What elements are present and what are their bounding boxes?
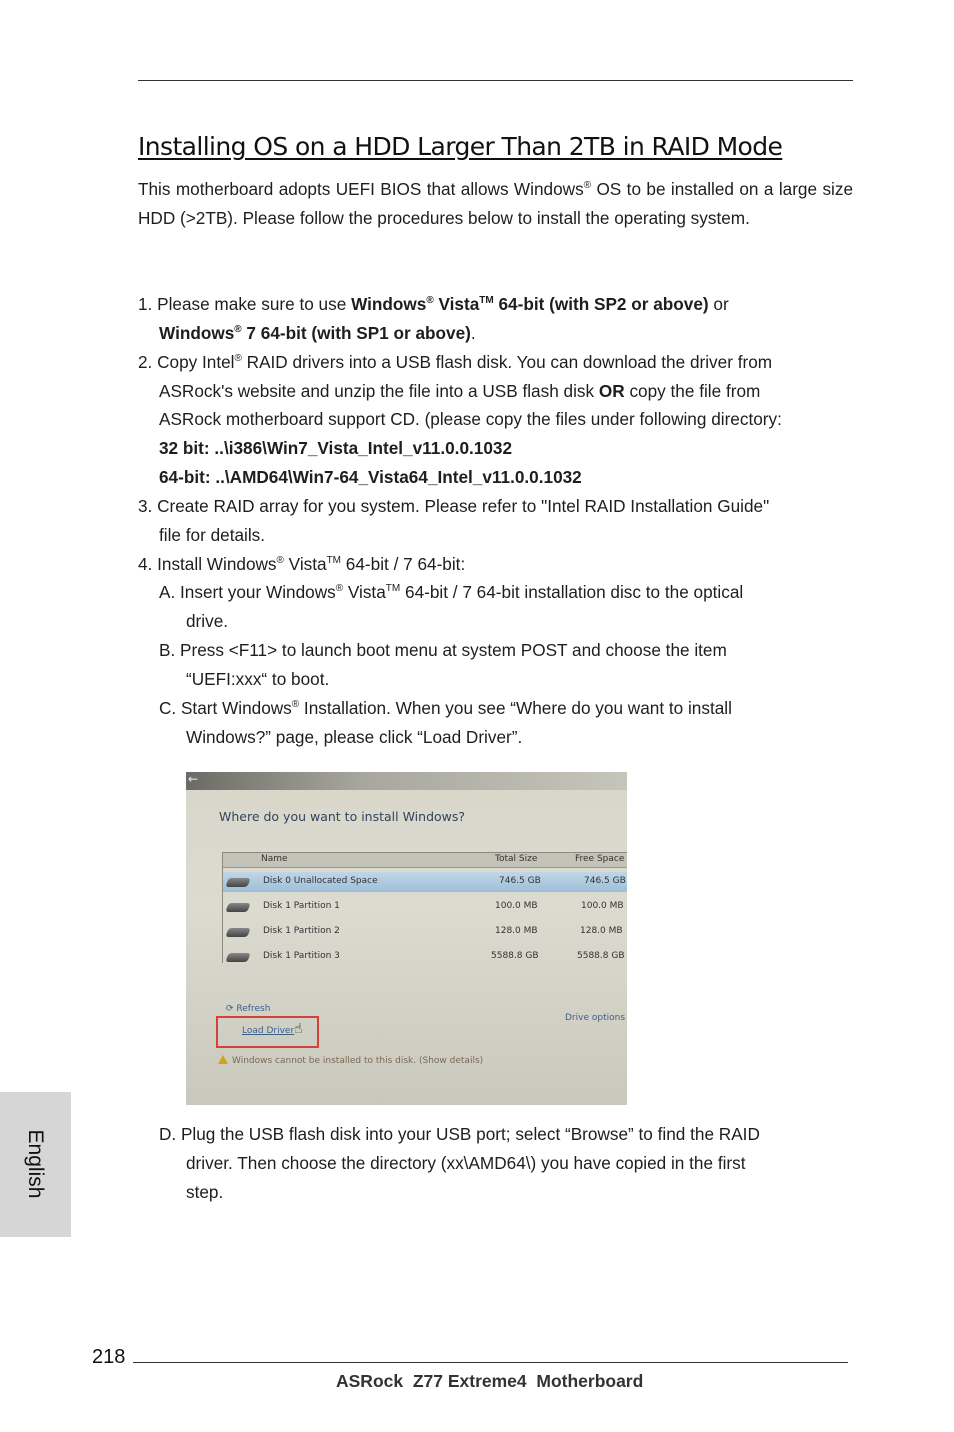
column-name: Name (261, 854, 288, 864)
load-driver-highlight-box (216, 1016, 319, 1048)
language-label: English (24, 1129, 47, 1199)
drive-options-link[interactable]: Drive options (565, 1013, 626, 1023)
step-4b-line-1: B. Press <F11> to launch boot menu at system POST and choose the item (159, 640, 727, 660)
step-2-line-1: 2. Copy Intel® RAID drivers into a USB flash disk. You can download the driver from (138, 352, 773, 372)
driver-path-32bit: 32 bit: ..\i386\Win7_Vista_Intel_v11.0.0.1032 (159, 438, 513, 458)
hard-disk-icon (225, 878, 250, 887)
bottom-rule (133, 1362, 848, 1363)
step-3-line-1: 3. Create RAID array for you system. Please refer to "Intel RAID Installation Guide" (138, 496, 770, 516)
show-details-link[interactable]: (Show details) (419, 1056, 484, 1066)
page-number: 218 (92, 1346, 126, 1368)
hard-disk-icon (225, 903, 250, 912)
hand-cursor-icon: ☝ (294, 1021, 303, 1037)
step-4d-line-2: driver. Then choose the directory (xx\AMD64\) you have copied in the first (186, 1153, 746, 1173)
install-warning: Windows cannot be installed to this disk. (Show details) (232, 1056, 484, 1066)
intro-paragraph: This motherboard adopts UEFI BIOS that allows Windows® OS to be installed on a large size HDD (>2TB). Please follow the procedures below to install the operating system. (138, 179, 854, 228)
table-row[interactable]: Disk 1 Partition 3 5588.8 GB 5588.8 GB (223, 947, 627, 967)
disk-table (222, 852, 627, 963)
step-1-line-2: Windows® 7 64-bit (with SP1 or above). (159, 323, 476, 343)
step-4a-line-1: A. Insert your Windows® Vista™ 64-bit / 7 64-bit installation disc to the optical (159, 582, 744, 602)
step-2-line-3: ASRock motherboard support CD. (please copy the files under following directory: (159, 409, 782, 429)
step-4a-line-2: drive. (186, 611, 229, 631)
top-rule (138, 80, 853, 81)
load-driver-link[interactable]: Load Driver (242, 1026, 295, 1036)
hard-disk-icon (225, 953, 250, 962)
step-3-line-2: file for details. (159, 525, 266, 545)
table-row[interactable]: Disk 1 Partition 1 100.0 MB 100.0 MB (223, 897, 627, 917)
hard-disk-icon (225, 928, 250, 937)
step-4c-line-1: C. Start Windows® Installation. When you see “Where do you want to install (159, 698, 732, 718)
footer-product-name: ASRock Z77 Extreme4 Motherboard (336, 1371, 644, 1391)
step-4b-line-2: “UEFI:xxx“ to boot. (186, 669, 330, 689)
refresh-icon: ⟳ (226, 1004, 237, 1014)
install-location-question: Where do you want to install Windows? (219, 809, 466, 824)
page-title: Installing OS on a HDD Larger Than 2TB in RAID Mode (138, 132, 783, 161)
back-arrow-icon[interactable]: ← (188, 772, 199, 786)
step-4d-line-3: step. (186, 1182, 224, 1202)
window-top-bar (186, 772, 627, 790)
driver-path-64bit: 64-bit: ..\AMD64\Win7-64_Vista64_Intel_v11.0.0.1032 (159, 467, 582, 487)
warning-icon (218, 1055, 228, 1064)
language-side-tab (0, 1092, 71, 1237)
disk-table-header (223, 853, 627, 868)
step-4d-line-1: D. Plug the USB flash disk into your USB port; select “Browse” to find the RAID (159, 1124, 760, 1144)
step-4-line-1: 4. Install Windows® Vista™ 64-bit / 7 64-bit: (138, 554, 466, 574)
table-row[interactable]: Disk 0 Unallocated Space 746.5 GB 746.5 GB (223, 872, 627, 892)
column-free-space: Free Space (575, 854, 625, 864)
refresh-link[interactable]: ⟳ Refresh (226, 1004, 271, 1014)
windows-setup-screenshot (186, 772, 627, 1105)
column-total-size: Total Size (495, 854, 538, 864)
step-1-line-1: 1. Please make sure to use Windows® Vista™ 64-bit (with SP2 or above) or (138, 294, 729, 314)
step-4c-line-2: Windows?” page, please click “Load Driver”. (186, 727, 523, 747)
step-2-line-2: ASRock's website and unzip the file into a USB flash disk OR copy the file from (159, 381, 761, 401)
table-row[interactable]: Disk 1 Partition 2 128.0 MB 128.0 MB (223, 922, 627, 942)
